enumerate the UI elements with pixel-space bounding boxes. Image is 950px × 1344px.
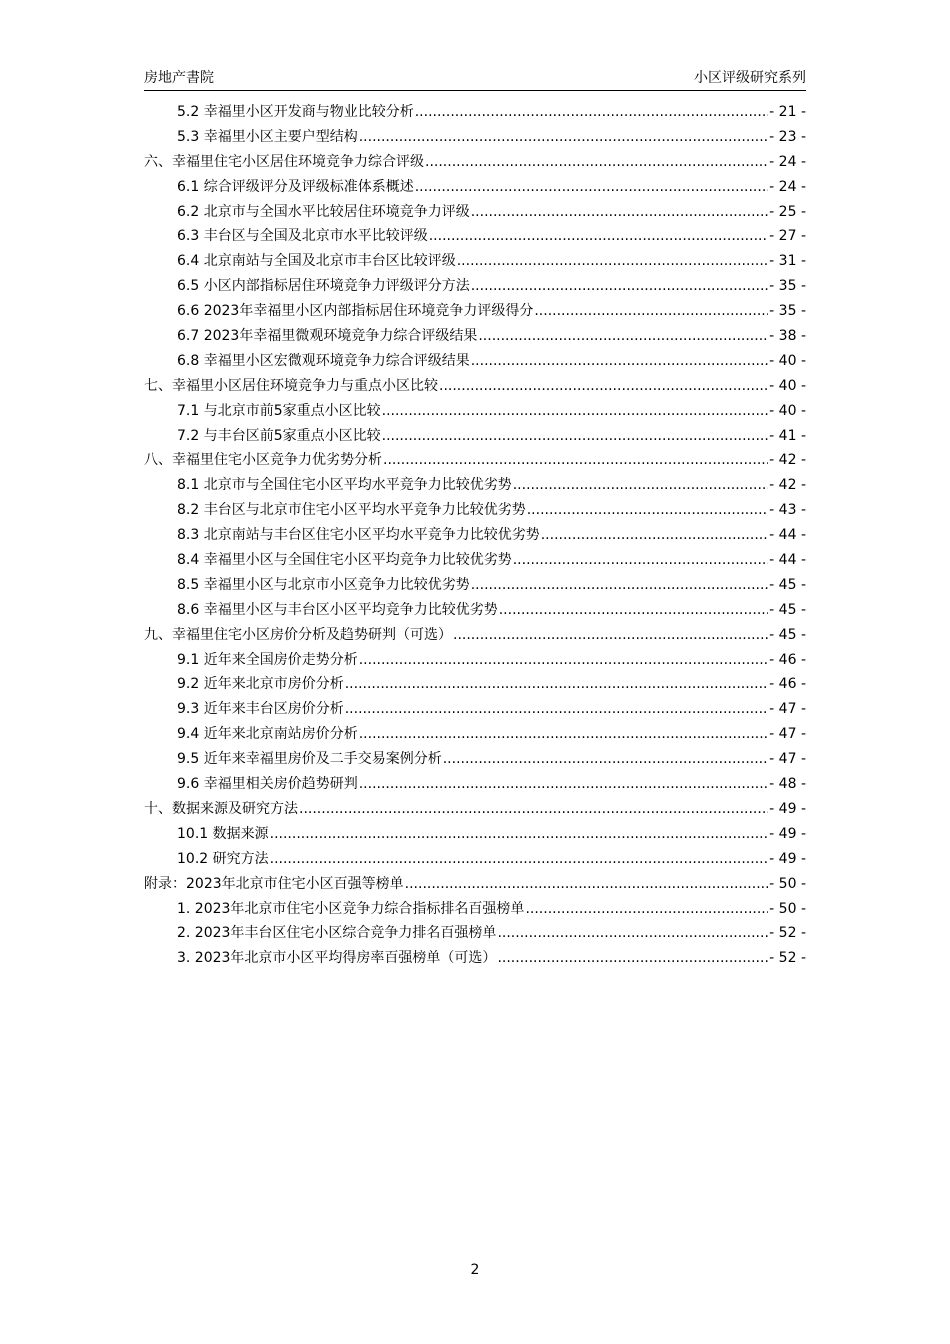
toc-dot-leader <box>429 224 768 249</box>
toc-section-entry[interactable] <box>144 523 806 548</box>
toc-entry-page: - 40 - <box>769 377 806 394</box>
toc-dot-leader <box>415 100 768 125</box>
toc-dot-leader <box>471 200 768 225</box>
toc-dot-leader <box>499 598 768 623</box>
toc-entry-title: 7.2 与丰台区前5家重点小区比较 <box>177 427 381 444</box>
table-of-contents <box>144 100 806 971</box>
toc-entry-title: 6.1 综合评级评分及评级标准体系概述 <box>177 178 414 195</box>
toc-section-entry[interactable] <box>144 424 806 449</box>
toc-dot-leader <box>534 299 768 324</box>
toc-entry-page: - 42 - <box>769 452 806 469</box>
toc-dot-leader <box>345 672 768 697</box>
toc-entry-page: - 41 - <box>769 427 806 444</box>
toc-dot-leader <box>359 772 768 797</box>
toc-entry-page: - 24 - <box>769 153 806 170</box>
toc-entry-title: 6.3 丰台区与全国及北京市水平比较评级 <box>177 228 428 245</box>
toc-chapter-entry[interactable] <box>144 448 806 473</box>
toc-dot-leader <box>405 872 769 897</box>
toc-section-entry[interactable] <box>144 921 806 946</box>
toc-entry-page: - 31 - <box>769 253 806 270</box>
toc-dot-leader <box>359 648 768 673</box>
toc-dot-leader <box>345 697 768 722</box>
toc-section-entry[interactable] <box>144 299 806 324</box>
toc-dot-leader <box>415 175 768 200</box>
toc-entry-title: 六、幸福里住宅小区居住环境竞争力综合评级 <box>144 153 424 170</box>
toc-entry-title: 6.4 北京南站与全国及北京市丰台区比较评级 <box>177 253 456 270</box>
toc-dot-leader <box>382 424 769 449</box>
toc-entry-page: - 35 - <box>769 303 806 320</box>
toc-entry-title: 8.3 北京南站与丰台区住宅小区平均水平竞争力比较优劣势 <box>177 527 540 544</box>
toc-section-entry[interactable] <box>144 648 806 673</box>
toc-entry-title: 6.7 2023年幸福里微观环境竞争力综合评级结果 <box>177 328 478 345</box>
toc-entry-page: - 49 - <box>769 800 806 817</box>
toc-chapter-entry[interactable] <box>144 150 806 175</box>
toc-entry-title: 10.2 研究方法 <box>177 850 269 867</box>
toc-section-entry[interactable] <box>144 125 806 150</box>
toc-entry-title: 七、幸福里小区居住环境竞争力与重点小区比较 <box>144 377 438 394</box>
toc-entry-page: - 52 - <box>769 925 806 942</box>
toc-entry-page: - 48 - <box>769 776 806 793</box>
toc-section-entry[interactable] <box>144 175 806 200</box>
toc-dot-leader <box>359 722 768 747</box>
toc-dot-leader <box>471 573 768 598</box>
toc-entry-title: 6.8 幸福里小区宏微观环境竞争力综合评级结果 <box>177 352 470 369</box>
toc-entry-page: - 43 - <box>769 502 806 519</box>
toc-section-entry[interactable] <box>144 274 806 299</box>
toc-entry-title: 十、数据来源及研究方法 <box>144 800 298 817</box>
toc-entry-page: - 49 - <box>769 850 806 867</box>
toc-entry-page: - 21 - <box>769 104 806 120</box>
toc-entry-title: 6.6 2023年幸福里小区内部指标居住环境竞争力评级得分 <box>177 303 534 320</box>
toc-entry-title: 5.2 幸福里小区开发商与物业比较分析 <box>177 104 414 120</box>
toc-entry-title: 9.2 近年来北京市房价分析 <box>177 676 344 693</box>
toc-section-entry[interactable] <box>144 349 806 374</box>
toc-entry-page: - 44 - <box>769 552 806 569</box>
toc-entry-title: 9.5 近年来幸福里房价及二手交易案例分析 <box>177 751 442 768</box>
toc-section-entry[interactable] <box>144 573 806 598</box>
toc-dot-leader <box>299 797 768 822</box>
toc-entry-page: - 44 - <box>769 527 806 544</box>
header-publisher: 房地产書院 <box>144 70 214 86</box>
toc-section-entry[interactable] <box>144 598 806 623</box>
toc-section-entry[interactable] <box>144 249 806 274</box>
toc-dot-leader <box>439 374 768 399</box>
toc-entry-title: 9.6 幸福里相关房价趋势研判 <box>177 776 358 793</box>
toc-entry-page: - 23 - <box>769 128 806 145</box>
toc-entry-page: - 50 - <box>769 900 806 917</box>
toc-entry-title: 9.1 近年来全国房价走势分析 <box>177 651 358 668</box>
toc-entry-page: - 47 - <box>769 726 806 743</box>
toc-entry-page: - 40 - <box>769 352 806 369</box>
toc-entry-title: 九、幸福里住宅小区房价分析及趋势研判（可选） <box>144 626 452 643</box>
toc-entry-title: 6.2 北京市与全国水平比较居住环境竞争力评级 <box>177 203 470 220</box>
toc-dot-leader <box>497 921 768 946</box>
toc-entry-title: 6.5 小区内部指标居住环境竞争力评级评分方法 <box>177 278 470 295</box>
toc-chapter-entry[interactable] <box>144 872 806 897</box>
toc-dot-leader <box>457 249 768 274</box>
toc-chapter-entry[interactable] <box>144 797 806 822</box>
toc-entry-page: - 24 - <box>769 178 806 195</box>
toc-entry-title: 3. 2023年北京市小区平均得房率百强榜单（可选） <box>177 950 497 967</box>
toc-dot-leader <box>541 523 768 548</box>
toc-dot-leader <box>513 473 768 498</box>
page-header <box>144 68 806 91</box>
toc-section-entry[interactable] <box>144 697 806 722</box>
toc-section-entry[interactable] <box>144 722 806 747</box>
toc-entry-page: - 38 - <box>769 328 806 345</box>
toc-dot-leader <box>270 822 769 847</box>
toc-entry-page: - 50 - <box>769 875 806 892</box>
toc-dot-leader <box>513 548 768 573</box>
toc-dot-leader <box>471 349 768 374</box>
toc-dot-leader <box>453 623 768 648</box>
toc-section-entry[interactable] <box>144 200 806 225</box>
toc-entry-page: - 52 - <box>769 950 806 967</box>
toc-section-entry[interactable] <box>144 847 806 872</box>
toc-dot-leader <box>525 897 768 922</box>
toc-entry-title: 8.6 幸福里小区与丰台区小区平均竞争力比较优劣势 <box>177 601 498 618</box>
toc-dot-leader <box>443 747 768 772</box>
toc-entry-title: 9.3 近年来丰台区房价分析 <box>177 701 344 718</box>
toc-entry-title: 8.2 丰台区与北京市住宅小区平均水平竞争力比较优劣势 <box>177 502 526 519</box>
toc-section-entry[interactable] <box>144 747 806 772</box>
header-series-title: 小区评级研究系列 <box>694 70 806 86</box>
toc-entry-page: - 47 - <box>769 751 806 768</box>
toc-chapter-entry[interactable] <box>144 623 806 648</box>
toc-section-entry[interactable] <box>144 772 806 797</box>
toc-entry-title: 5.3 幸福里小区主要户型结构 <box>177 128 358 145</box>
toc-dot-leader <box>527 498 768 523</box>
toc-entry-title: 8.4 幸福里小区与全国住宅小区平均竞争力比较优劣势 <box>177 552 512 569</box>
toc-entry-title: 1. 2023年北京市住宅小区竞争力综合指标排名百强榜单 <box>177 900 525 917</box>
toc-section-entry[interactable] <box>144 897 806 922</box>
toc-dot-leader <box>359 125 768 150</box>
toc-section-entry[interactable] <box>144 822 806 847</box>
toc-entry-page: - 46 - <box>769 651 806 668</box>
toc-entry-title: 8.5 幸福里小区与北京市小区竞争力比较优劣势 <box>177 576 470 593</box>
toc-dot-leader <box>478 324 768 349</box>
toc-chapter-entry[interactable] <box>144 374 806 399</box>
toc-section-entry[interactable] <box>144 498 806 523</box>
toc-entry-page: - 46 - <box>769 676 806 693</box>
toc-entry-page: - 45 - <box>769 601 806 618</box>
toc-entry-page: - 47 - <box>769 701 806 718</box>
toc-section-entry[interactable] <box>144 399 806 424</box>
page-number: 2 <box>470 1262 480 1278</box>
toc-entry-page: - 27 - <box>769 228 806 245</box>
toc-entry-page: - 42 - <box>769 477 806 494</box>
toc-entry-title: 2. 2023年丰台区住宅小区综合竞争力排名百强榜单 <box>177 925 497 942</box>
toc-entry-title: 9.4 近年来北京南站房价分析 <box>177 726 358 743</box>
toc-entry-page: - 49 - <box>769 825 806 842</box>
toc-entry-page: - 45 - <box>769 626 806 643</box>
toc-section-entry[interactable] <box>144 946 806 971</box>
toc-section-entry[interactable] <box>144 324 806 349</box>
toc-section-entry[interactable] <box>144 672 806 697</box>
toc-dot-leader <box>471 274 768 299</box>
toc-dot-leader <box>270 847 769 872</box>
toc-section-entry[interactable] <box>144 224 806 249</box>
toc-section-entry[interactable] <box>144 100 806 125</box>
toc-entry-page: - 35 - <box>769 278 806 295</box>
toc-entry-title: 7.1 与北京市前5家重点小区比较 <box>177 402 381 419</box>
toc-entry-page: - 25 - <box>769 203 806 220</box>
toc-entry-page: - 45 - <box>769 576 806 593</box>
toc-dot-leader <box>497 946 768 971</box>
toc-section-entry[interactable] <box>144 548 806 573</box>
toc-entry-title: 8.1 北京市与全国住宅小区平均水平竞争力比较优劣势 <box>177 477 512 494</box>
toc-dot-leader <box>383 448 768 473</box>
toc-entry-title: 八、幸福里住宅小区竞争力优劣势分析 <box>144 452 382 469</box>
toc-section-entry[interactable] <box>144 473 806 498</box>
toc-dot-leader <box>382 399 769 424</box>
toc-entry-title: 10.1 数据来源 <box>177 825 269 842</box>
toc-entry-title: 附录：2023年北京市住宅小区百强等榜单 <box>144 875 404 892</box>
toc-entry-page: - 40 - <box>769 402 806 419</box>
toc-dot-leader <box>425 150 768 175</box>
